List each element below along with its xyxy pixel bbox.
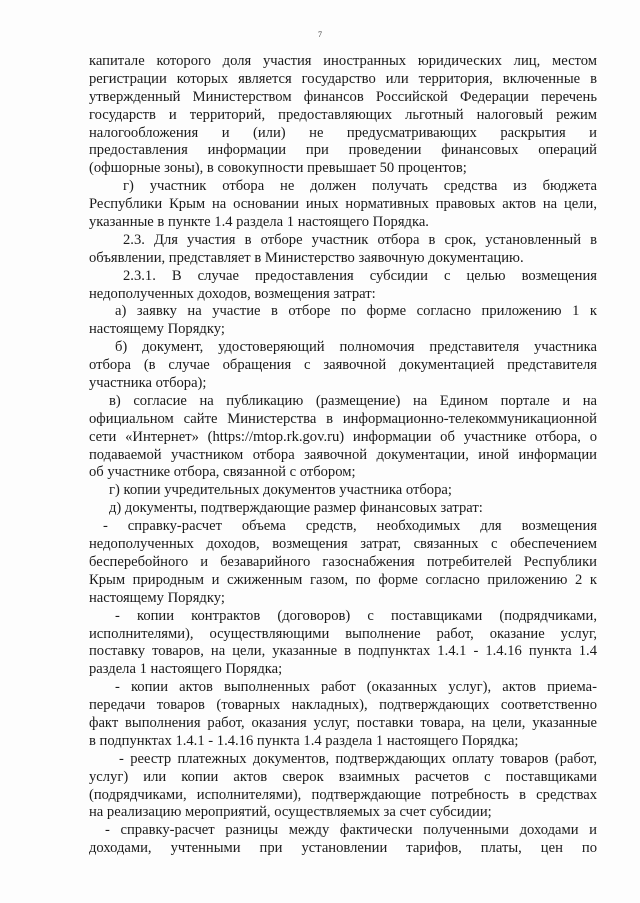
text-line: недополученных доходов, возмещения затрат: (89, 285, 376, 302)
text-line: капитале которого доля участия иностранных юридических лиц, местом (89, 53, 597, 69)
text-line: 2.3.1. В случае предоставления субсидии с целью возмещения (123, 267, 597, 284)
text-line: указанные в пункте 1.4 раздела 1 настоящего Порядка. (89, 214, 429, 231)
text-line: предоставления информации при проведении финансовых операций (89, 142, 597, 159)
text-line: факт выполнения работ, оказания услуг, поставки товара, на цели, указанные (89, 714, 597, 731)
text-line: Крым природным и сжиженным газом, по форме согласно приложению 2 к (89, 571, 597, 588)
text-line: участника отбора); (89, 375, 207, 392)
text-line: недополученных доходов, возмещения затрат, связанных с обеспечением (89, 536, 597, 553)
text-line: настоящему Порядку; (89, 589, 225, 606)
text-line: сети «Интернет» (https://mtop.rk.gov.ru) информации об участнике отбора, о (89, 428, 597, 445)
text-line: д) документы, подтверждающие размер финансовых затрат: (109, 500, 483, 517)
text-line: - копии актов выполненных работ (оказанных услуг), актов приема- (115, 679, 597, 696)
text-line: в подпунктах 1.4.1 - 1.4.16 пункта 1.4 раздела 1 настоящего Порядка; (89, 732, 519, 749)
text-line: - реестр платежных документов, подтверждающих оплату товаров (работ, (119, 750, 597, 767)
page-number: 7 (318, 30, 322, 39)
text-line: (подрядчиками, исполнителями), подтверждающие потребность в средствах (89, 786, 597, 803)
text-line: в) согласие на публикацию (размещение) на Едином портале и на (109, 392, 597, 409)
text-line: - справку-расчет объема средств, необходимых для возмещения (103, 518, 597, 535)
text-line: б) документ, удостоверяющий полномочия представителя участника (115, 339, 597, 356)
text-line: исполнителями), осуществляющими выполнение работ, оказание услуг, (89, 625, 597, 642)
text-line: отбора (в случае обращения с заявочной документацией представителя (89, 357, 597, 374)
text-line: - копии контрактов (договоров) с поставщиками (подрядчиками, (115, 607, 597, 624)
text-line: 2.3. Для участия в отборе участник отбора в срок, установленный в (123, 231, 597, 248)
text-line: г) участник отбора не должен получать средства из бюджета (123, 178, 597, 195)
text-line: а) заявку на участие в отборе по форме согласно приложению 1 к (115, 303, 597, 320)
text-line: услуг) или копии актов сверок взаимных расчетов с поставщиками (89, 768, 597, 785)
text-line: подаваемой участником отбора заявочной документации, иной информации (89, 446, 597, 463)
text-line: утвержденный Министерством финансов Российской Федерации перечень (89, 88, 597, 105)
text-line: официальном сайте Министерства в информационно-телекоммуникационной (89, 410, 597, 427)
text-line: настоящему Порядку; (89, 321, 225, 338)
text-line: (офшорные зоны), в совокупности превышает 50 процентов; (89, 160, 467, 177)
text-line: раздела 1 настоящего Порядка; (89, 661, 283, 678)
text-line: объявлении, представляет в Министерство заявочную документацию. (89, 249, 524, 266)
text-line: об участнике отбора, связанной с отбором; (89, 464, 356, 481)
text-line: г) копии учредительных документов участника отбора; (109, 482, 452, 499)
text-line: - справку-расчет разницы между фактически полученными доходами и (105, 822, 597, 839)
document-body (89, 53, 597, 858)
text-line: регистрации которых является государство или территория, включенные в (89, 70, 597, 87)
text-line: на реализацию мероприятий, осуществляемых за счет субсидии; (89, 804, 492, 821)
text-line: налогообложения и (или) не предусматривающих раскрытия и (89, 124, 597, 141)
text-line: поставку товаров, на цели, указанные в подпунктах 1.4.1 - 1.4.16 пункта 1.4 (89, 643, 597, 660)
text-line: доходами, учтенными при установлении тарифов, платы, цен по (89, 840, 597, 857)
text-line: бесперебойного и безаварийного газоснабжения потребителей Республики (89, 553, 597, 570)
text-line: передачи товаров (товарных накладных), подтверждающих соответственно (89, 697, 597, 714)
text-line: Республики Крым на основании иных нормативных правовых актов на цели, (89, 196, 597, 213)
text-line: государств и территорий, предоставляющих льготный налоговый режим (89, 106, 597, 123)
